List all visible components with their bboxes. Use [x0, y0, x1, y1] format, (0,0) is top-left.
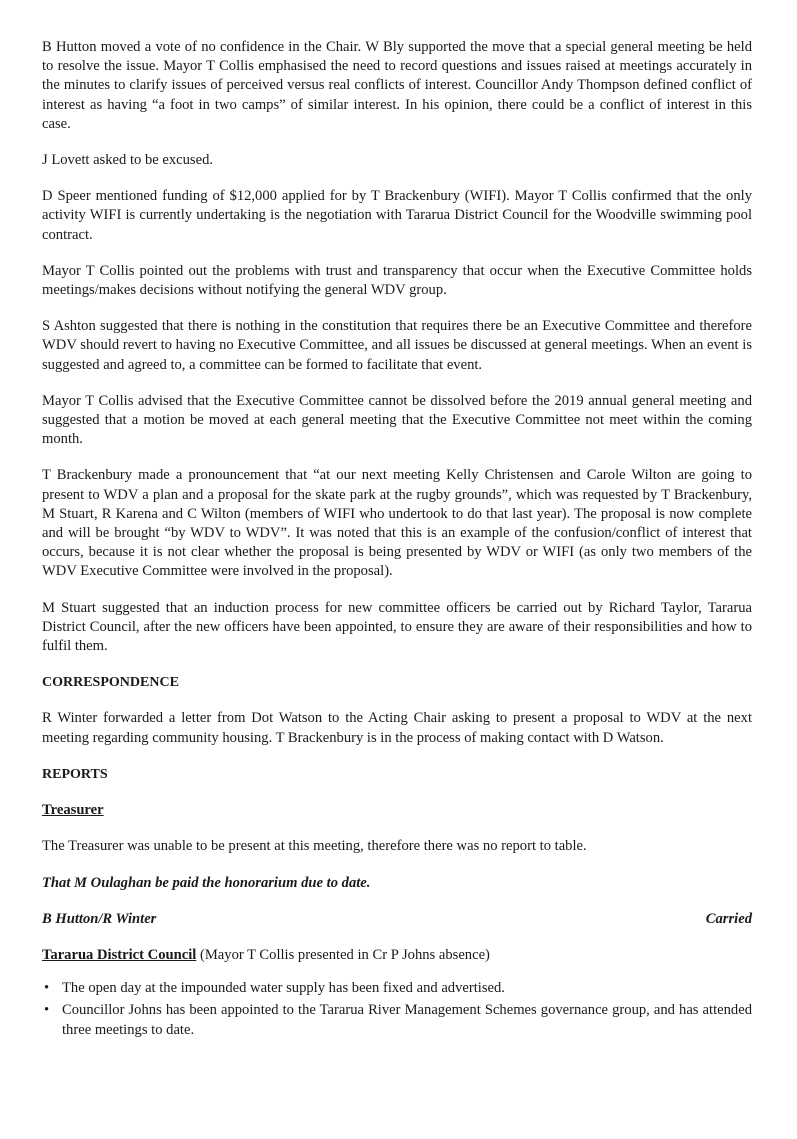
motion-moved-line [42, 910, 752, 929]
list-item [42, 1001, 752, 1039]
list-item-text: The open day at the impounded water supply has been fixed and advertised. [62, 980, 505, 997]
paragraph-skate-park: T Brackenbury made a pronouncement that “at our next meeting Kelly Christensen and Carole Wilton are going to present to WDV a plan and a proposal for the skate park at the rugby grounds”, which was requested by T Brackenbury, M Stuart, R Karena and C Wilton (members of WIFI who undertook to do that last year). The proposal is now complete and will be brought “by WDV to WDV”. It was noted that this is an example of the confusion/conflict of interest that occurs, because it is not clear whether the proposal is being presented by WDV or WIFI (as only two members of the WDV Executive Committee were involved in the proposal). [42, 467, 752, 580]
treasurer-motion: That M Oulaghan be paid the honorarium due to date. [42, 874, 371, 891]
paragraph-funding: D Speer mentioned funding of $12,000 applied for by T Brackenbury (WIFI). Mayor T Collis confirmed that the only activity WIFI is currently undertaking is the negotiation with Tararua District Council for the Woodville swimming pool contract. [42, 188, 752, 243]
bullet-icon: • [44, 980, 50, 997]
motion-moved-by: B Hutton/R Winter [42, 910, 157, 927]
tdc-line [42, 946, 752, 965]
tdc-bullet-list [42, 979, 752, 1040]
correspondence-heading: CORRESPONDENCE [42, 675, 179, 691]
paragraph-trust-transparency: Mayor T Collis pointed out the problems with trust and transparency that occur when the Executive Committee holds meetings/makes decisions without notifying the general WDV group. [42, 262, 752, 299]
tdc-title: Tararua District Council [42, 946, 197, 963]
minutes-page [42, 38, 752, 1043]
tdc-presenter: (Mayor T Collis presented in Cr P Johns absence) [196, 946, 490, 963]
paragraph-no-confidence-vote: B Hutton moved a vote of no confidence in the Chair. W Bly supported the move that a special general meeting be held to resolve the issue. Mayor T Collis emphasised the need to record questions and issues raised at meetings accurately in the minutes to clarify issues of perceived versus real conflicts of interest. Councillor Andy Thompson defined conflict of interest as having “a foot in two camps” of similar interest. In his opinion, there could be a conflict of interest in this case. [42, 39, 752, 132]
list-item-text: Councillor Johns has been appointed to the Tararua River Management Schemes governance group, and has attended three meetings to date. [62, 1002, 752, 1038]
reports-heading: REPORTS [42, 766, 108, 782]
paragraph-induction: M Stuart suggested that an induction process for new committee officers be carried out by Richard Taylor, Tararua District Council, after the new officers have been appointed, to ensure they are aware of their responsibilities and how to fulfil them. [42, 599, 752, 655]
bullet-icon: • [44, 1002, 50, 1019]
paragraph-lovett-excused: J Lovett asked to be excused. [42, 152, 214, 169]
motion-result: Carried [705, 910, 752, 927]
treasurer-text: The Treasurer was unable to be present at this meeting, therefore there was no report to table. [42, 838, 587, 855]
treasurer-title: Treasurer [42, 802, 104, 819]
list-item [42, 979, 752, 998]
correspondence-text: R Winter forwarded a letter from Dot Watson to the Acting Chair asking to present a proposal to WDV at the next meeting regarding community housing. T Brackenbury is in the process of making contact with D Watson. [42, 710, 752, 746]
paragraph-constitution: S Ashton suggested that there is nothing in the constitution that requires there be an Executive Committee and therefore WDV should revert to having no Executive Committee, and all issues be discussed at general meetings. When an event is suggested and agreed to, a committee can be formed to facilitate that event. [42, 318, 752, 373]
paragraph-executive-dissolve: Mayor T Collis advised that the Executive Committee cannot be dissolved before the 2019 annual general meeting and suggested that a motion be moved at each general meeting that the Executive Committee not meet within the coming month. [42, 392, 752, 448]
